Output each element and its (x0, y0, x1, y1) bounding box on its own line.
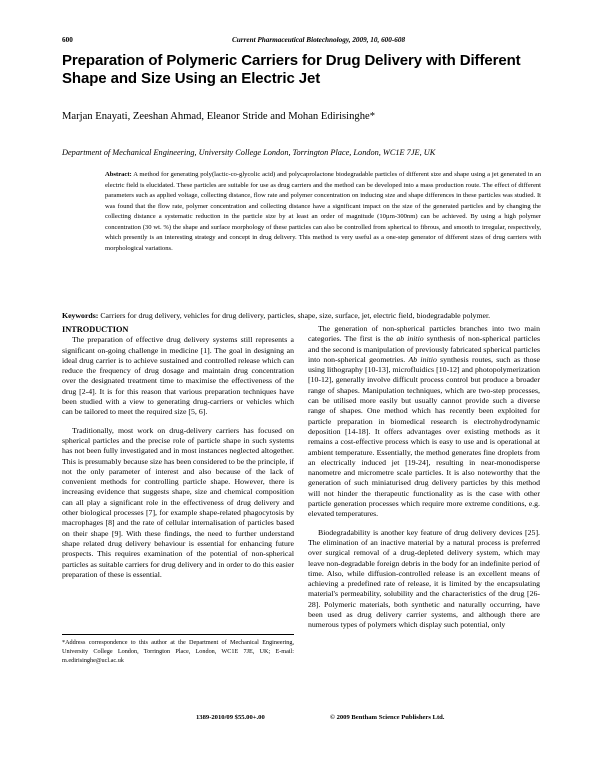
paragraph (308, 324, 540, 520)
abstract (105, 170, 541, 254)
emphasis: Ab initio (408, 354, 437, 364)
issn-price: 1389-2010/09 $55.00+.00 (196, 714, 265, 721)
page-number: 600 (62, 36, 73, 44)
emphasis: ab initio (396, 334, 424, 344)
paragraph: The preparation of effective drug delivery systems still represents a significant on-going challenge in medicine [1]. The goal in designing an ideal drug carrier is to achieve sustained and controlled release which can reduce the frequency of drug dosage and maintain drug concentration over the designated treatment time to maximise the effectiveness of the drug [2-4]. It is for this reason that various preparation techniques have been studied with a view to generating drug-carriers or vehicles which can be tailored to meet the required size [5, 6]. (62, 335, 294, 417)
running-header (62, 36, 540, 48)
abstract-text: A method for generating poly(lactic-co-glycolic acid) and polycaprolactone biodegradable particles of different size and shape using a jet generated in an electric field is elucidated. These particles are suitable for use as drug carriers and the method can be developed into a mass production route. The effect of different parameters such as applied voltage, collecting distance, flow rate and polymer concentration on inducing size and shape differences in these particles was studied. It was found that the flow rate, polymer concentration and collecting distance have a significant impact on the size of the generated particles and by changing the collecting distance a systematic reduction in the particle size by at least an order of magnitude (10µm-300nm) can be achieved. By using a high polymer concentration (30 wt. %) the shape and surface morphology of these particles can also be controlled from spherical to fibrous, and smooth to irregular, respectively, which presently is an interesting strategy and concept in drug delivery. This method is very useful as a one-step generator of different sizes of drug carriers with morphological variations. (105, 171, 541, 252)
paragraph: Biodegradability is another key feature of drug delivery devices [25]. The elimination of an inactive material by a natural process is preferred over surgical removal of a drug-depleted delivery system, which may leave non-degradable foreign debris in the body for an indefinite period of time. Also, while diffusion-controlled release is an excellent means of achieving a predefined rate of release, it is limited by the encapsulating material's permeability, solubility and the characteristics of the drug [26-28]. Polymeric materials, both synthetic and naturally occurring, have been used as drug delivery carrier systems, and although there are numerous types of polymers which display such potential, only (308, 527, 540, 630)
keywords (62, 311, 540, 322)
section-heading-introduction: INTRODUCTION (62, 325, 129, 334)
affiliation: Department of Mechanical Engineering, University College London, Torrington Place, London, WC1E 7JE, UK (62, 148, 436, 157)
text-run: synthesis of non-spherical particles and the second is manipulation of previously fabricated spherical particles into non-spherical geometries. (308, 334, 540, 364)
right-column (308, 324, 540, 631)
keywords-label: Keywords: (62, 311, 99, 320)
abstract-label: Abstract: (105, 171, 132, 178)
text-run: synthesis routes, such as those using lithography [10-13], microfluidics [10-12] and photopolymerization [10-12], generally involve difficult process control but produce a broader range of shapes. Manipulation techniques, which are two-step processes, can be utilised more easily but usually cannot provide such a diverse range of shapes. One method which has recently been exploited for particle preparation in biomedical research is electrohydrodynamic deposition [14-18]. It offers advantages over existing methods as it remains a cost-effective process which is easy to use and is operational at ambient temperature. Essentially, the method generates fine droplets from an electrically induced jet [19-24], resulting in near-monodisperse nanometre and micrometre scale particles. It is also noteworthy that the generation of such miniaturised drug delivery particles by this method will not hinder the therapeutic functionality as is the case with other particle generation processes which require more extreme conditions, e.g. elevated temperatures. (308, 354, 540, 519)
footnote-divider (62, 634, 294, 635)
copyright: © 2009 Bentham Science Publishers Ltd. (330, 714, 445, 721)
paper-title: Preparation of Polymeric Carriers for Drug Delivery with Different Shape and Size Using an Electric Jet (62, 52, 521, 87)
journal-citation: Current Pharmaceutical Biotechnology, 2009, 10, 600-608 (232, 36, 406, 44)
text-run: The generation of non-spherical particles branches into two main categories. The first is the (308, 324, 540, 344)
left-column (62, 325, 294, 580)
author-list: Marjan Enayati, Zeeshan Ahmad, Eleanor Stride and Mohan Edirisinghe* (62, 111, 376, 122)
keywords-text: Carriers for drug delivery, vehicles for drug delivery, particles, shape, size, surface, jet, electric field, biodegradable polymer. (98, 311, 491, 320)
paragraph: Traditionally, most work on drug-delivery carriers has focused on spherical particles and the precise role of particle shape in such systems has not been fully investigated and in most instances neglected altogether. This is presumably because size has been considered to be the principle, if not the only parameter of interest and also because of the lack of convenient methods for controlling particle shape. However, there is increasing evidence that suggests shape, size and chemical composition can all play a significant role in the effectiveness of drug delivery and other biological processes [7], for example shape-related phagocytosis by macrophages [8] and the rate of cellular internalisation of particles based on their shape [9]. With these findings, the need to further understand shape related drug delivery behaviour is essential for enhancing future prospects. This requires examination of the potential of non-spherical particles as suitable carriers for drug delivery and in order to do this easier preparation of these is essential. (62, 425, 294, 579)
correspondence-footnote: *Address correspondence to this author at the Department of Mechanical Engineering, University College London, Torrington Place, London, WC1E 7JE, UK; E-mail: m.edirisinghe@ucl.ac.uk (62, 639, 294, 664)
